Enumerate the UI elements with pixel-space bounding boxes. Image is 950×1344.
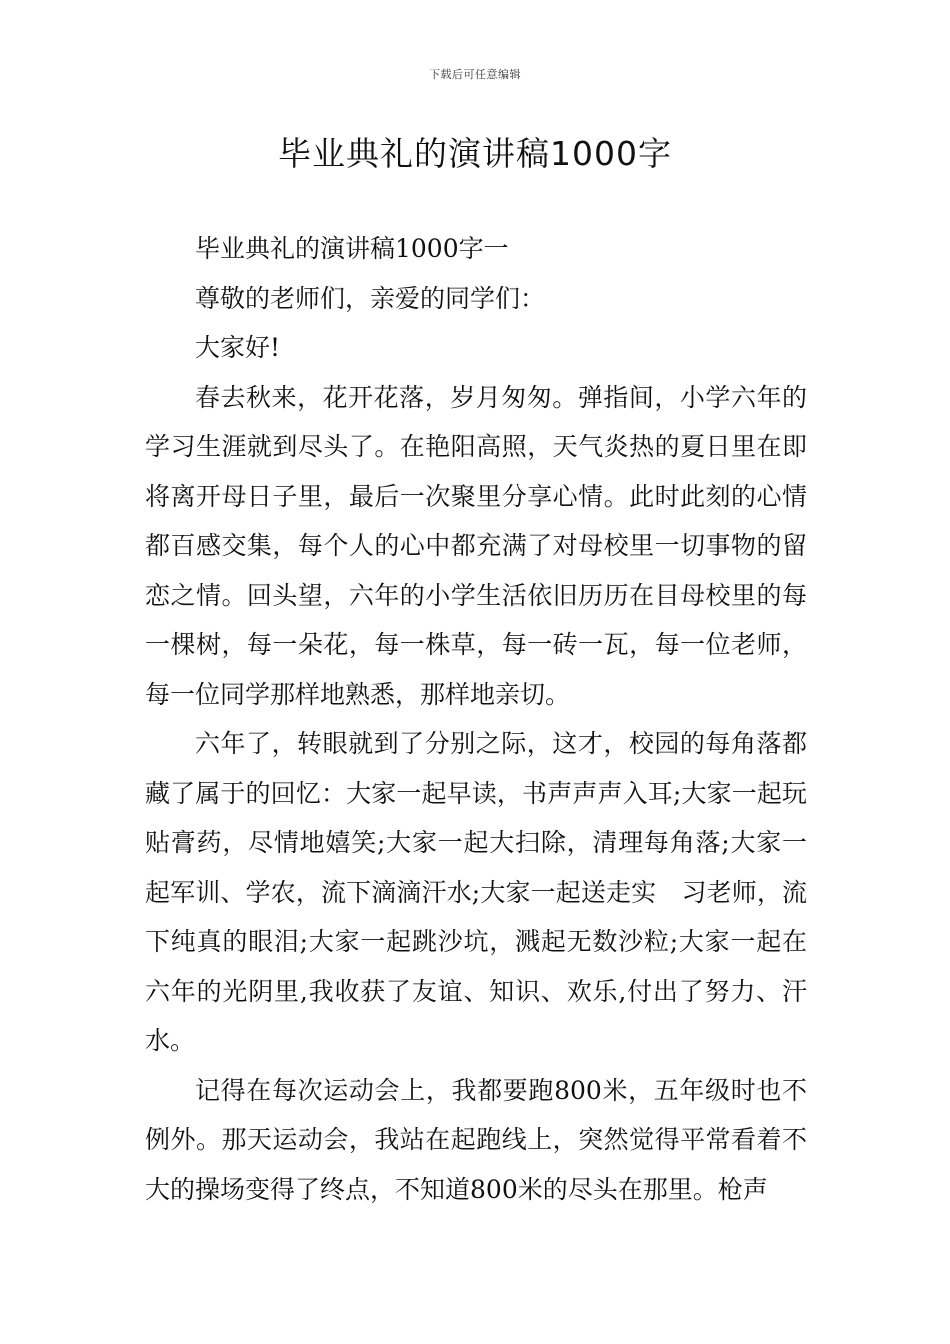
paragraph: 春去秋来，花开花落，岁月匆匆。弹指间，小学六年的学习生涯就到尽头了。在艳阳高照，天气炎热的夏日里在即将离开母日子里，最后一次聚里分享心情。此时此刻的心情都百感交集，每个人的心中都充满了对母校里一切事物的留恋之情。回头望，六年的小学生活依旧历历在目母校里的每一棵树，每一朵花，每一株草，每一砖一瓦，每一位老师，每一位同学那样地熟悉，那样地亲切。	[145, 382, 807, 709]
paragraph: 尊敬的老师们，亲爱的同学们：	[195, 283, 546, 313]
paragraph: 六年了，转眼就到了分别之际，这才，校园的每角落都藏了属于的回忆：大家一起早读，书声声声入耳;大家一起玩贴膏药，尽情地嬉笑;大家一起大扫除，清理每角落;大家一起军训、学农，流下滴滴汗水;大家一起送走实 习老师，流下纯真的眼泪;大家一起跳沙坑，溅起无数沙粒;大家一起在六年的光阴里,我收获了友谊、知识、欢乐,付出了努力、汗水。	[145, 729, 807, 1055]
paragraph: 记得在每次运动会上，我都要跑800米，五年级时也不例外。那天运动会，我站在起跑线上，突然觉得平常看着不大的操场变得了终点，不知道800米的尽头在那里。枪声	[145, 1075, 807, 1204]
header-note: 下载后可任意编辑	[429, 68, 521, 81]
document-body	[145, 224, 807, 1214]
document-title: 毕业典礼的演讲稿1000字	[278, 134, 672, 173]
paragraph: 大家好!	[195, 333, 281, 362]
paragraph: 毕业典礼的演讲稿1000字一	[195, 234, 509, 263]
